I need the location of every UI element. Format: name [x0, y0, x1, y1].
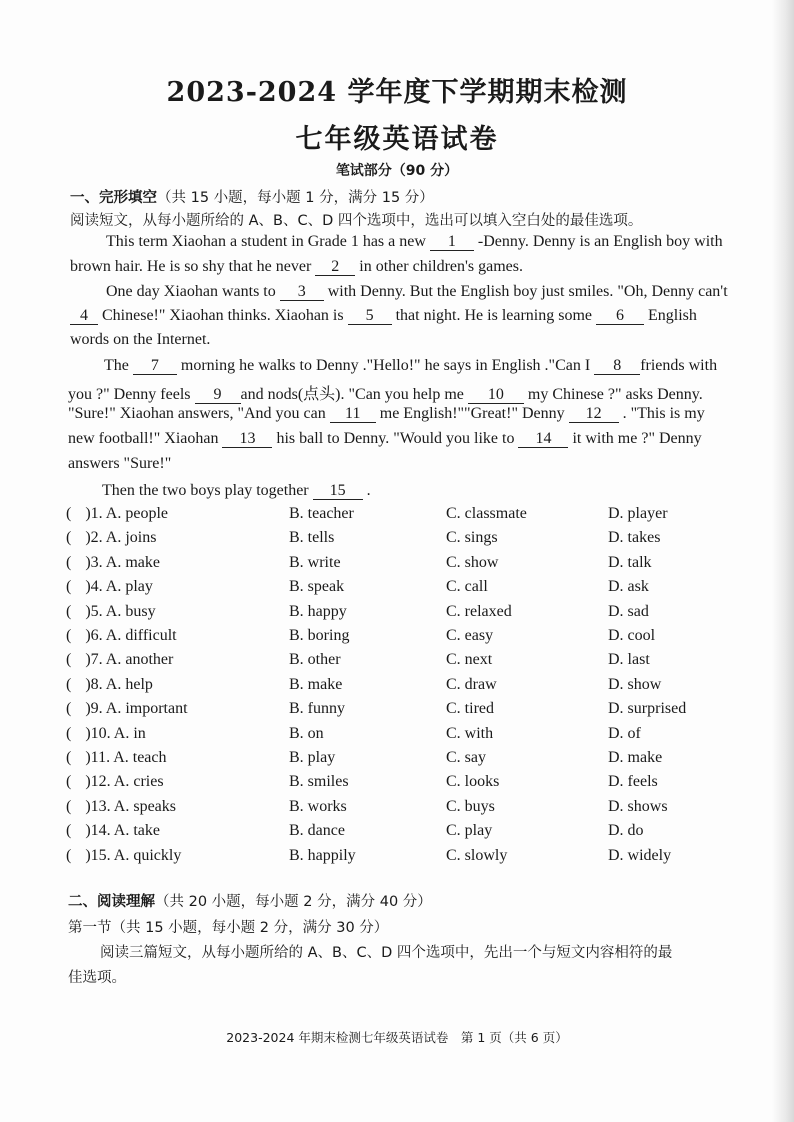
question-number-dot: . [106, 725, 111, 742]
option-b: B. boring [289, 627, 350, 644]
option-c: C. easy [446, 627, 494, 644]
option-a: A. quickly [113, 847, 182, 864]
option-d: D. do [608, 822, 644, 839]
question-number-dot: . [98, 627, 103, 644]
question-number: 3 [90, 554, 99, 571]
question-number: 14 [90, 822, 107, 839]
answer-blank[interactable] [66, 603, 156, 621]
answer-blank[interactable] [66, 798, 176, 816]
answer-blank[interactable] [66, 773, 164, 791]
passage-line: This term Xiaohan a student in Grade 1 has a new 1 -Denny. Denny is an English boy with [106, 233, 723, 250]
paren-open: ( [66, 603, 72, 620]
paren-close: ) [85, 676, 91, 693]
option-a: A. cries [113, 773, 164, 790]
question-number-dot: . [98, 529, 103, 546]
option-b: B. play [289, 749, 336, 766]
answer-blank[interactable] [66, 651, 173, 669]
option-a: A. speaks [113, 798, 176, 815]
option-c: C. buys [446, 798, 495, 815]
option-d: D. make [608, 749, 663, 766]
part2-instruction: 阅读三篇短文，从每小题所给的 A、B、C、D 四个选项中，先出一个与短文内容相符的最 [100, 945, 673, 961]
blank-7: 7 [133, 358, 177, 375]
paren-close: ) [85, 773, 91, 790]
paren-close: ) [85, 651, 91, 668]
option-b: B. works [289, 798, 347, 815]
option-a: A. help [105, 676, 153, 693]
passage-line: new football!" Xiaohan 13 his ball to Denny. "Would you like to 14 it with me ?" Denny [68, 430, 702, 447]
passage-line: you ?" Denny feels 9 and nods(点头). "Can you help me 10 my Chinese ?" asks Denny. [68, 386, 703, 403]
paren-open: ( [66, 822, 72, 839]
question-number: 12 [90, 773, 107, 790]
part1-instruction: 阅读短文，从每小题所给的 A、B、C、D 四个选项中，选出可以填入空白处的最佳选项。 [70, 213, 643, 229]
answer-blank[interactable] [66, 749, 167, 767]
answer-blank[interactable] [66, 822, 160, 840]
option-c: C. draw [446, 676, 497, 693]
blank-15: 15 [313, 483, 363, 500]
paren-close: ) [85, 529, 91, 546]
exam-subtitle: 七年级英语试卷 [295, 124, 499, 155]
blank-2: 2 [315, 259, 355, 276]
option-b: B. tells [289, 529, 335, 546]
paren-close: ) [85, 749, 91, 766]
blank-12: 12 [569, 406, 619, 423]
question-number-dot: . [98, 603, 103, 620]
option-a: A. difficult [105, 627, 177, 644]
paren-close: ) [85, 700, 91, 717]
paren-open: ( [66, 749, 72, 766]
option-a: A. teach [113, 749, 167, 766]
paren-open: ( [66, 505, 72, 522]
answer-blank[interactable] [66, 554, 160, 572]
option-d: D. takes [608, 529, 661, 546]
blank-11: 11 [330, 406, 376, 423]
option-d: D. feels [608, 773, 658, 790]
question-number-dot: . [106, 847, 111, 864]
part2-subheading: 第一节（共 15 小题，每小题 2 分，满分 30 分） [68, 920, 389, 936]
answer-blank[interactable] [66, 505, 168, 523]
question-number-dot: . [106, 749, 111, 766]
part1-heading [70, 186, 434, 207]
paren-close: ) [85, 725, 91, 742]
option-d: D. show [608, 676, 662, 693]
option-d: D. cool [608, 627, 656, 644]
paren-open: ( [66, 725, 72, 742]
passage-line: answers "Sure!" [68, 455, 172, 472]
part2-rule: （共 20 小题，每小题 2 分，满分 40 分） [155, 894, 432, 910]
blank-13: 13 [222, 431, 272, 448]
option-a: A. busy [105, 603, 156, 620]
question-number-dot: . [106, 773, 111, 790]
question-number-dot: . [98, 505, 103, 522]
option-a: A. play [105, 578, 153, 595]
blank-10: 10 [468, 387, 524, 404]
question-number: 2 [90, 529, 99, 546]
answer-blank[interactable] [66, 847, 181, 865]
paren-open: ( [66, 554, 72, 571]
question-number-dot: . [98, 651, 103, 668]
question-number-dot: . [98, 700, 103, 717]
passage-line: brown hair. He is so shy that he never 2 in other children's games. [70, 258, 524, 275]
paren-close: ) [85, 847, 91, 864]
passage-line: 4 Chinese!" Xiaohan thinks. Xiaohan is 5 that night. He is learning some 6 English [70, 307, 697, 325]
blank-8: 8 [594, 358, 640, 375]
part2-heading [68, 890, 432, 911]
answer-blank[interactable] [66, 529, 156, 547]
option-c: C. say [446, 749, 486, 766]
option-b: B. write [289, 554, 341, 571]
option-d: D. widely [608, 847, 672, 864]
option-c: C. play [446, 822, 493, 839]
option-b: B. smiles [289, 773, 349, 790]
question-number: 10 [90, 725, 107, 742]
option-d: D. player [608, 505, 668, 522]
part1-rule: （共 15 小题，每小题 1 分，满分 15 分） [157, 190, 434, 206]
passage-line: The 7 morning he walks to Denny ."Hello!" he says in English ."Can I 8 friends with [104, 357, 718, 374]
question-number: 9 [90, 700, 99, 717]
paren-open: ( [66, 847, 72, 864]
option-a: A. take [113, 822, 160, 839]
paren-open: ( [66, 700, 72, 717]
option-c: C. next [446, 651, 493, 668]
paren-close: ) [85, 822, 91, 839]
option-c: C. show [446, 554, 499, 571]
paren-open: ( [66, 773, 72, 790]
part2-name: 阅读理解 [97, 894, 155, 910]
paren-open: ( [66, 578, 72, 595]
passage-line: "Sure!" Xiaohan answers, "And you can 11 me English!""Great!" Denny 12 . "This is my [68, 405, 705, 422]
exam-title: 2023-2024 学年度下学期期末检测 [166, 77, 628, 108]
question-number: 4 [90, 578, 99, 595]
blank-5: 5 [348, 308, 392, 325]
answer-blank[interactable] [66, 627, 177, 645]
option-d: D. surprised [608, 700, 687, 717]
paren-open: ( [66, 627, 72, 644]
answer-blank[interactable] [66, 725, 146, 743]
paren-open: ( [66, 798, 72, 815]
paren-close: ) [85, 627, 91, 644]
option-d: D. last [608, 651, 650, 668]
option-b: B. other [289, 651, 341, 668]
paren-close: ) [85, 554, 91, 571]
option-a: A. in [113, 725, 146, 742]
option-b: B. funny [289, 700, 345, 717]
option-b: B. on [289, 725, 324, 742]
question-number: 11 [90, 749, 107, 766]
question-number-dot: . [98, 578, 103, 595]
passage-line: words on the Internet. [70, 331, 211, 348]
option-b: B. happy [289, 603, 347, 620]
option-d: D. talk [608, 554, 652, 571]
option-d: D. shows [608, 798, 668, 815]
question-number: 8 [90, 676, 99, 693]
question-number-dot: . [106, 822, 111, 839]
option-c: C. call [446, 578, 488, 595]
paren-open: ( [66, 676, 72, 693]
question-number: 1 [90, 505, 99, 522]
option-b: B. dance [289, 822, 345, 839]
paren-close: ) [85, 578, 91, 595]
blank-4: 4 [70, 308, 98, 325]
option-c: C. with [446, 725, 494, 742]
option-c: C. looks [446, 773, 500, 790]
option-c: C. relaxed [446, 603, 512, 620]
paren-close: ) [85, 603, 91, 620]
option-b: B. make [289, 676, 343, 693]
question-number-dot: . [98, 676, 103, 693]
question-number-dot: . [106, 798, 111, 815]
part1-name: 完形填空 [99, 190, 157, 206]
part2-number: 二、 [68, 894, 97, 910]
blank-14: 14 [518, 431, 568, 448]
option-a: A. make [105, 554, 160, 571]
option-c: C. classmate [446, 505, 527, 522]
option-c: C. tired [446, 700, 494, 717]
blank-9: 9 [195, 387, 241, 404]
option-d: D. ask [608, 578, 649, 595]
option-b: B. speak [289, 578, 345, 595]
question-number: 15 [90, 847, 107, 864]
blank-1: 1 [430, 234, 474, 251]
option-b: B. happily [289, 847, 356, 864]
paren-close: ) [85, 798, 91, 815]
section-note: 笔试部分（90 分） [335, 163, 459, 179]
option-a: A. people [105, 505, 168, 522]
question-number: 7 [90, 651, 99, 668]
option-a: A. another [105, 651, 174, 668]
option-d: D. sad [608, 603, 649, 620]
question-number: 6 [90, 627, 99, 644]
paren-close: ) [85, 505, 91, 522]
question-number-dot: . [98, 554, 103, 571]
paren-open: ( [66, 529, 72, 546]
passage-line: Then the two boys play together 15 . [102, 482, 371, 499]
option-a: A. important [105, 700, 188, 717]
question-number: 13 [90, 798, 107, 815]
page-footer: 2023-2024 年期末检测七年级英语试卷 第 1 页（共 6 页） [226, 1030, 568, 1045]
answer-blank[interactable] [66, 676, 153, 694]
passage-line: One day Xiaohan wants to 3 with Denny. But the English boy just smiles. "Oh, Denny can't [106, 283, 728, 300]
paren-open: ( [66, 651, 72, 668]
blank-6: 6 [596, 308, 644, 325]
option-d: D. of [608, 725, 641, 742]
answer-blank[interactable] [66, 578, 153, 596]
option-a: A. joins [105, 529, 157, 546]
part1-number: 一、 [70, 190, 99, 206]
blank-3: 3 [280, 284, 324, 301]
answer-blank[interactable] [66, 700, 188, 718]
option-c: C. sings [446, 529, 498, 546]
part2-instruction-cont: 佳选项。 [68, 970, 126, 986]
option-c: C. slowly [446, 847, 508, 864]
option-b: B. teacher [289, 505, 354, 522]
question-number: 5 [90, 603, 99, 620]
